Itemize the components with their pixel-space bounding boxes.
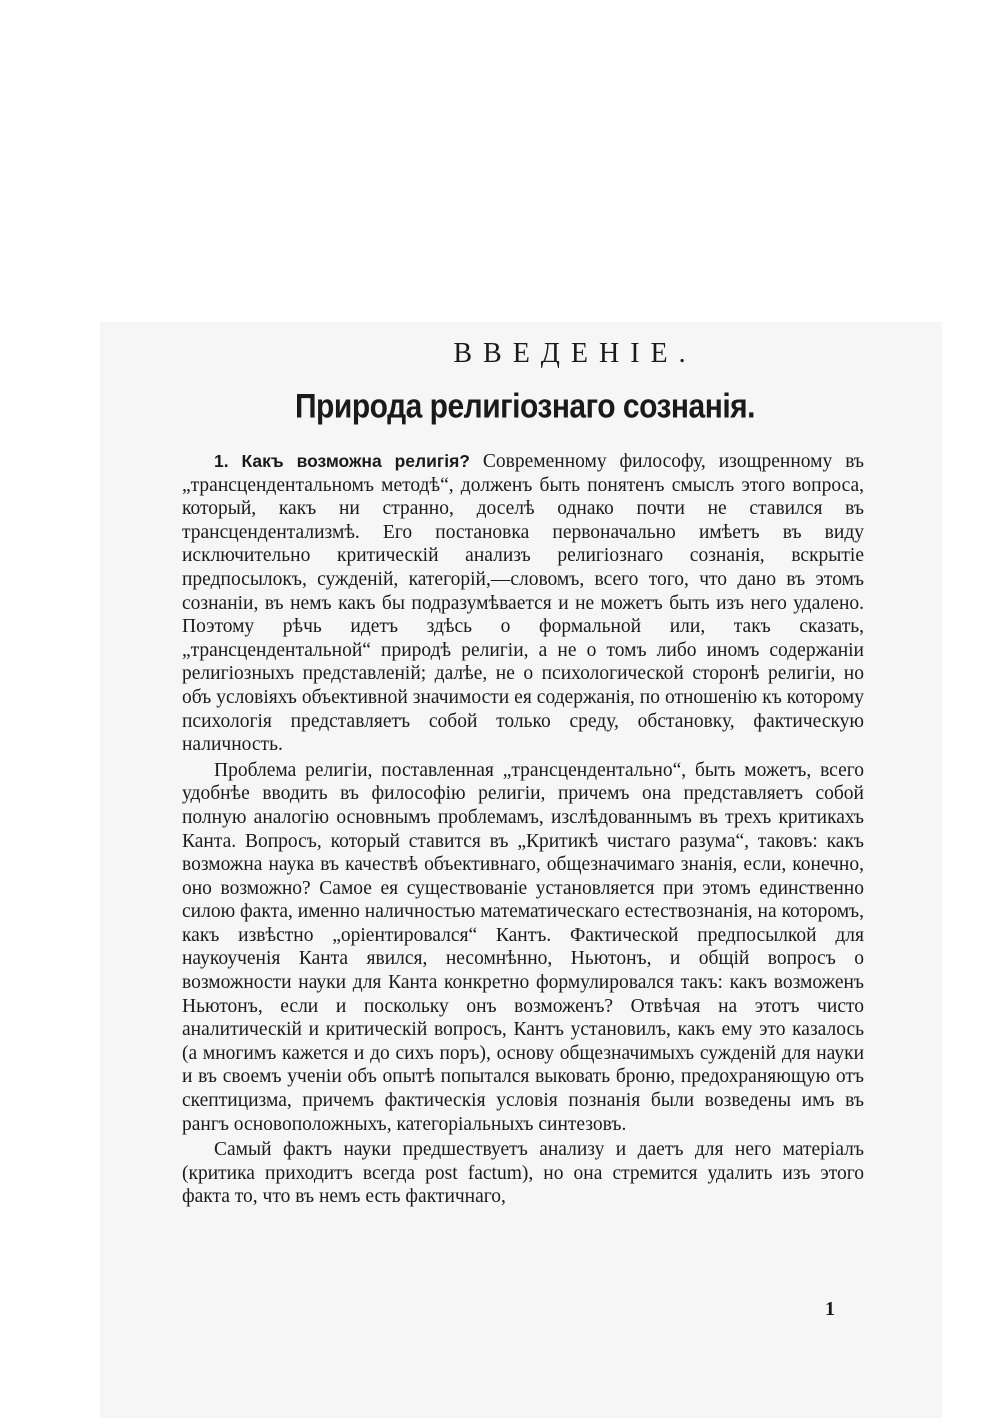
- page-number: 1: [825, 1298, 835, 1320]
- page-body: [182, 330, 864, 1211]
- chapter-subtitle: Природа религіознаго сознанія.: [294, 387, 756, 426]
- paragraph-1-text: Современному философу, изощренному въ „трансцендентальномъ методѣ“, долженъ быть понятенъ смыслъ этого вопроса, который, какъ ни странно, доселѣ однако почти не ставился въ трансцендентализмѣ. Его постановка первоначально имѣетъ въ виду исключительно критическій анализъ религіознаго сознанія, вскрытіе предпосылокъ, сужденій, категорій,—словомъ, всего того, что дано въ этомъ сознаніи, въ немъ какъ бы подразумѣвается и не можетъ быть изъ него удалено. Поэтому рѣчь идетъ здѣсь о формальной или, такъ сказать, „трансцендентальной“ природѣ религіи, а не о томъ либо иномъ содержаніи религіозныхъ представленій; далѣе, не о психологической сторонѣ религіи, но объ условіяхъ объективной значимости ея содержанія, по отношенію къ которому психологія представляетъ собой только среду, обстановку, фактическую наличность.: [182, 451, 864, 756]
- section-lead: 1. Какъ возможна религія?: [214, 451, 470, 471]
- paragraph-2: Проблема религіи, поставленная „трансцендентально“, быть можетъ, всего удобнѣе вводить въ философію религіи, причемъ она представляетъ собой полную аналогію основнымъ проблемамъ, изслѣдованнымъ въ трехъ критикахъ Канта. Вопросъ, который ставится въ „Критикѣ чистаго разума“, таковъ: какъ возможна наука въ качествѣ объективнаго, общезначимаго знанія, если, конечно, оно возможно? Самое ея существованіе установляется при этомъ единственно силою факта, именно наличностью математическаго естествознанія, на которомъ, какъ извѣстно „оріентировался“ Кантъ. Фактической предпосылкой для наукоученія Канта явился, несомнѣнно, Ньютонъ, и общій вопросъ о возможности науки для Канта конкретно формулировался такъ: какъ возможенъ Ньютонъ, если и поскольку онъ возможенъ? Отвѣчая на этотъ чисто аналитическій и критическій вопросъ, Кантъ установилъ, какъ ему это казалось (а многимъ кажется и до сихъ поръ), основу общезначимыхъ сужденій для науки и въ своемъ ученіи объ опытѣ попытался выковать броню, предохраняющую отъ скептицизма, причемъ фактическія условія познанія были возведены имъ въ рангъ основоположныхъ, категоріальныхъ синтезовъ.: [182, 759, 864, 1135]
- chapter-heading: ВВЕДЕНІЕ.: [453, 338, 697, 369]
- paragraph-1: [182, 450, 864, 757]
- paragraph-3: Самый фактъ науки предшествуетъ анализу и даетъ для него матеріалъ (критика приходитъ всегда post factum), но она стремится удалить изъ этого факта то, что въ немъ есть фактичнаго,: [182, 1139, 864, 1208]
